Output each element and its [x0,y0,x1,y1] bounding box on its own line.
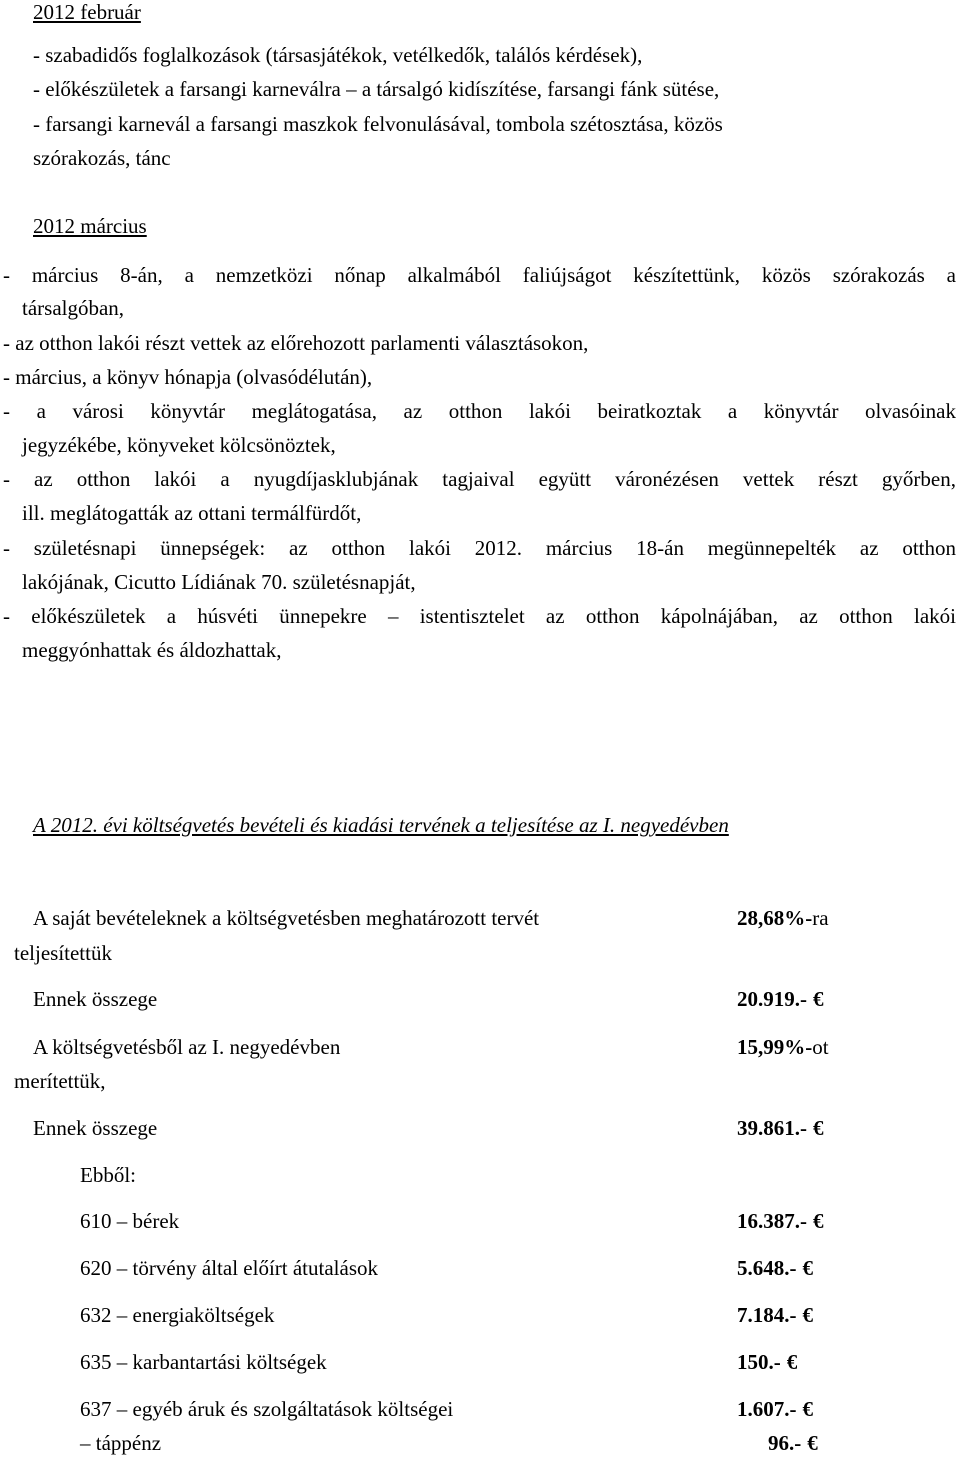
own-income-percent: 28,68%-ra [737,906,829,930]
euro-sign: € [802,1256,813,1280]
expense-item-label: 620 – törvény által előírt átutalások [80,1256,378,1280]
feb-item-3-cont: szórakozás, tánc [33,146,171,170]
expense-item-amount: 96.- € [768,1431,818,1455]
mar-line-12: meggyónhattak és áldozhattak, [22,638,282,662]
mar-line-4: - március, a könyv hónapja (olvasódélután), [3,365,373,389]
feb-item-1: - szabadidős foglalkozások (társasjátékok, vetélkedők, találós kérdések), [33,43,643,67]
mar-line-2: társalgóban, [22,296,125,320]
euro-sign: € [813,1209,824,1233]
mar-line-7: - az otthon lakói a nyugdíjasklubjának tagjaival együtt váronézésen vettek részt győrben, [3,467,956,491]
expense-sum-label: Ennek összege [33,1116,158,1140]
own-income-text: A saját bevételeknek a költségvetésben meghatározott tervét [33,906,540,930]
expense-item-label: 635 – karbantartási költségek [80,1350,327,1374]
expense-item-amount: 150.- € [737,1350,798,1374]
budget-title: A 2012. évi költségvetés bevételi és kiadási tervének a teljesítése az I. negyedévben [33,813,729,837]
expense-item-amount: 5.648.- € [737,1256,813,1280]
spent-text-cont: merítettük, [14,1069,106,1093]
euro-sign: € [802,1303,813,1327]
expense-item-amount: 7.184.- € [737,1303,813,1327]
income-sum-label: Ennek összege [33,987,158,1011]
euro-sign: € [807,1431,818,1455]
expense-item-amount: 1.607.- € [737,1397,813,1421]
expense-item-amount: 16.387.- € [737,1209,824,1233]
mar-line-10: lakójának, Cicutto Lídiának 70. születésnapját, [22,570,416,594]
euro-sign: € [802,1397,813,1421]
mar-line-11: - előkészületek a húsvéti ünnepekre – istentisztelet az otthon kápolnájában, az otthon lakói [3,604,956,628]
expense-item-label: – táppénz [80,1431,162,1455]
of-which-label: Ebből: [80,1163,136,1187]
spent-percent: 15,99%-ot [737,1035,829,1059]
expense-item-label: 610 – bérek [80,1209,180,1233]
income-sum-amount: 20.919.- € [737,987,824,1011]
mar-line-8: ill. meglátogatták az ottani termálfürdőt, [22,501,362,525]
feb-item-2: - előkészületek a farsangi karneválra – a társalgó kidíszítése, farsangi fánk sütése, [33,77,720,101]
section-heading-february: 2012 február [33,0,141,24]
mar-line-6: jegyzékébe, könyveket kölcsönöztek, [22,433,336,457]
euro-sign: € [813,987,824,1011]
euro-sign: € [813,1116,824,1140]
mar-line-3: - az otthon lakói részt vettek az előrehozott parlamenti választásokon, [3,331,589,355]
expense-item-label: 637 – egyéb áruk és szolgáltatások költségei [80,1397,454,1421]
own-income-text-cont: teljesítettük [14,941,112,965]
mar-line-5: - a városi könyvtár meglátogatása, az otthon lakói beiratkoztak a könyvtár olvasóinak [3,399,956,423]
spent-text: A költségvetésből az I. negyedévben [33,1035,341,1059]
mar-line-9: - születésnapi ünnepségek: az otthon lakói 2012. március 18-án megünnepelték az otthon [3,536,956,560]
section-heading-march: 2012 március [33,214,147,238]
mar-line-1: - március 8-án, a nemzetközi nőnap alkalmából faliújságot készítettünk, közös szórakozás a [3,263,956,287]
expense-item-label: 632 – energiaköltségek [80,1303,275,1327]
feb-item-3: - farsangi karnevál a farsangi maszkok felvonulásával, tombola szétosztása, közös [33,112,723,136]
euro-sign: € [786,1350,798,1374]
expense-sum-amount: 39.861.- € [737,1116,824,1140]
